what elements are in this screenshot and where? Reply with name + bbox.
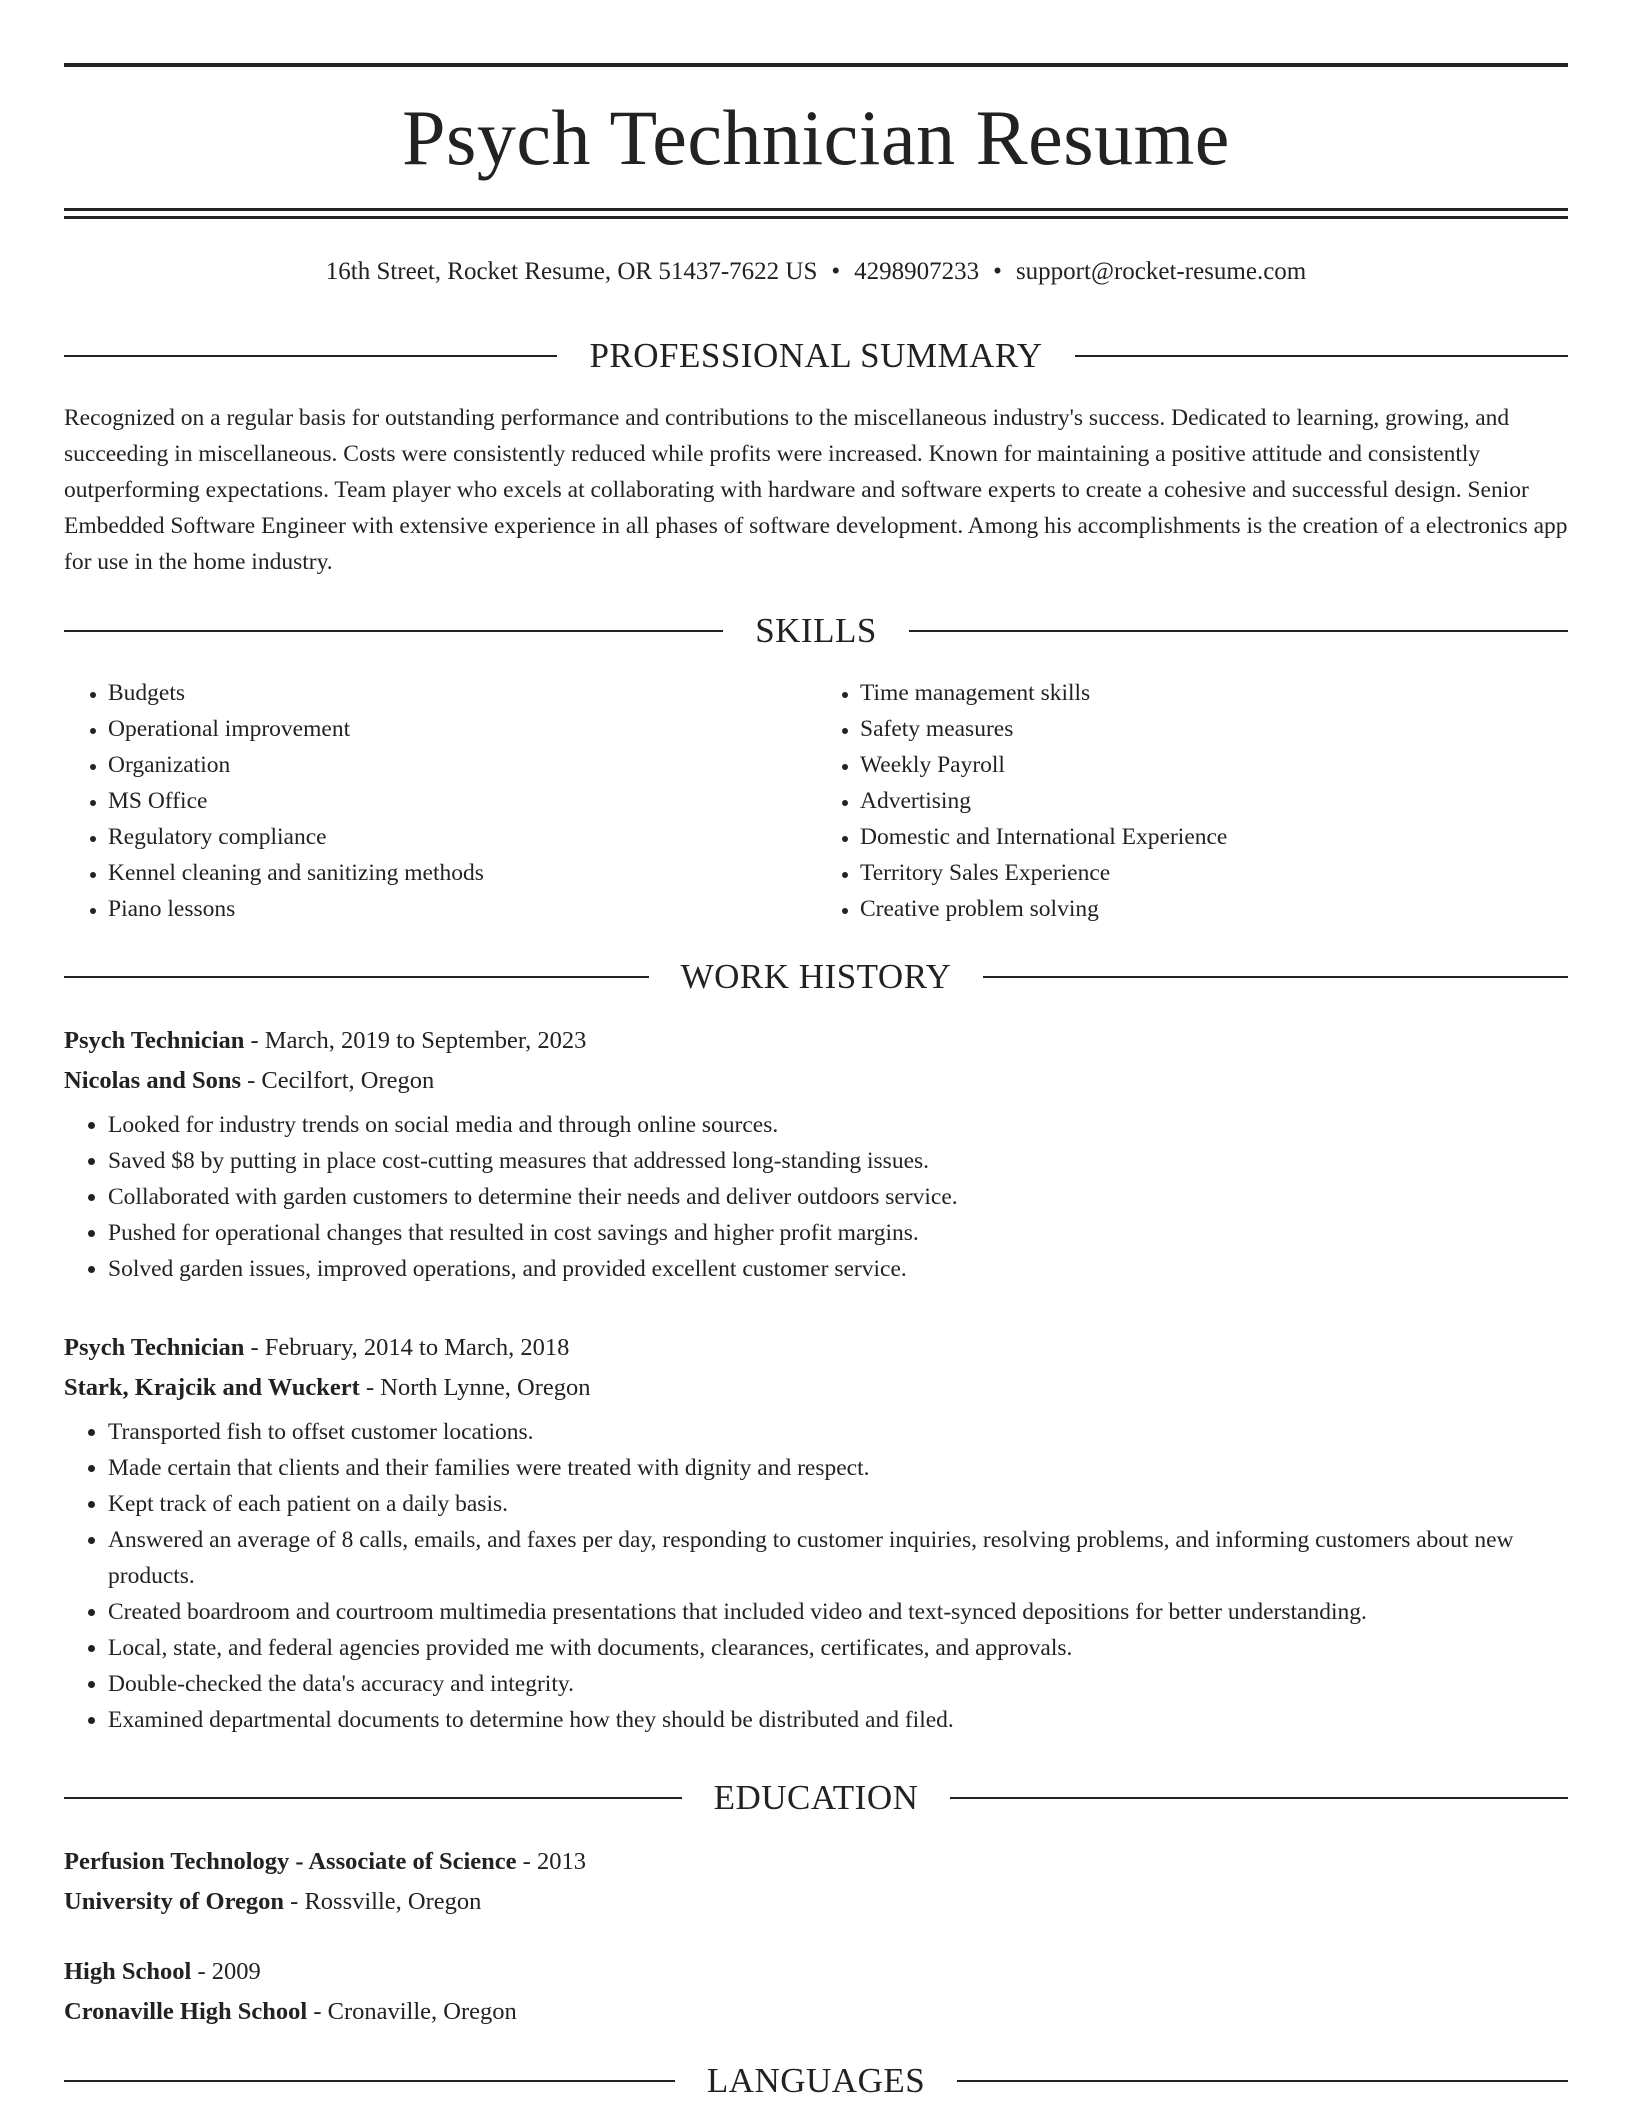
job-bullet: • Created boardroom and courtroom multimedia presentations that included video and text-synced depositions for better understanding. (108, 1594, 1568, 1630)
job-company-line (64, 1061, 1568, 1101)
education-entry (64, 1952, 1568, 2032)
section-rule (950, 1797, 1568, 1799)
skill-item: • Territory Sales Experience (860, 855, 1568, 891)
job-dates: - February, 2014 to March, 2018 (244, 1334, 570, 1361)
skills-columns (64, 675, 1568, 927)
title-rule-upper (64, 208, 1568, 211)
job-title: Psych Technician (64, 1027, 245, 1054)
job-dates: - March, 2019 to September, 2023 (244, 1027, 587, 1054)
education-school-line (64, 1992, 1568, 2032)
job-bullet: • Transported fish to offset customer locations. (108, 1414, 1568, 1450)
education-degree-line (64, 1952, 1568, 1992)
top-rule (64, 63, 1568, 67)
skill-item: • Kennel cleaning and sanitizing methods (108, 855, 816, 891)
job-bullet: • Made certain that clients and their families were treated with dignity and respect. (108, 1450, 1568, 1486)
skill-item: • Operational improvement (108, 711, 816, 747)
section-rule (983, 976, 1568, 978)
job-title-line (64, 1328, 1568, 1368)
job-bullet: • Local, state, and federal agencies provided me with documents, clearances, certificates, and approvals. (108, 1630, 1568, 1666)
education-entry (64, 1842, 1568, 1922)
section-header-languages (64, 2059, 1568, 2103)
skills-list-left (64, 675, 816, 927)
job-company-line (64, 1368, 1568, 1408)
section-header-work (64, 955, 1568, 999)
skill-item: • Creative problem solving (860, 891, 1568, 927)
job-bullets (64, 1107, 1568, 1287)
skill-item: • Advertising (860, 783, 1568, 819)
job-entry (64, 1328, 1568, 1738)
skill-item: • Safety measures (860, 711, 1568, 747)
skill-item: • Domestic and International Experience (860, 819, 1568, 855)
section-rule (64, 1797, 682, 1799)
job-bullet: • Kept track of each patient on a daily basis. (108, 1486, 1568, 1522)
section-header-summary (64, 334, 1568, 378)
education-degree: Perfusion Technology - Associate of Science (64, 1848, 517, 1875)
section-title: WORK HISTORY (680, 957, 952, 996)
section-title: EDUCATION (713, 1778, 919, 1817)
section-title: LANGUAGES (706, 2061, 926, 2100)
summary-paragraph: Recognized on a regular basis for outstanding performance and contributions to the miscellaneous industry's success. Dedicated to learning, growing, and succeeding in miscellaneous. Costs were consistently reduced while profits were increased. Known for maintaining a positive attitude and consistently outperforming expectations. Team player who excels at collaborating with hardware and software experts to create a cohesive and successful design. Senior Embedded Software Engineer with extensive experience in all phases of software development. Among his accomplishments is the creation of a electronics app for use in the home industry. (64, 405, 1568, 575)
section-rule (64, 976, 649, 978)
job-title-line (64, 1021, 1568, 1061)
section-title: SKILLS (755, 611, 877, 650)
education-degree: High School (64, 1958, 192, 1985)
section-header-skills (64, 609, 1568, 653)
section-rule (957, 2080, 1568, 2082)
job-bullets (64, 1414, 1568, 1738)
contact-email: support@rocket-resume.com (1015, 258, 1307, 285)
education-location: - Rossville, Oregon (284, 1888, 482, 1915)
job-bullet: • Double-checked the data's accuracy and integrity. (108, 1666, 1568, 1702)
skill-item: • Weekly Payroll (860, 747, 1568, 783)
contact-separator: • (993, 258, 1002, 285)
contact-separator: • (831, 258, 841, 285)
section-rule (64, 355, 557, 357)
education-year: - 2009 (191, 1958, 261, 1985)
job-bullet: • Collaborated with garden customers to determine their needs and deliver outdoors service. (108, 1179, 1568, 1215)
contact-phone: 4298907233 (854, 258, 980, 285)
job-bullet: • Solved garden issues, improved operations, and provided excellent customer service. (108, 1251, 1568, 1287)
education-school: Cronaville High School (64, 1998, 308, 2025)
section-header-education (64, 1776, 1568, 1820)
skill-item: • MS Office (108, 783, 816, 819)
education-school: University of Oregon (64, 1888, 285, 1915)
education-degree-line (64, 1842, 1568, 1882)
job-company: Nicolas and Sons (64, 1067, 242, 1094)
skill-item: • Regulatory compliance (108, 819, 816, 855)
job-bullet: • Pushed for operational changes that resulted in cost savings and higher profit margins. (108, 1215, 1568, 1251)
job-bullet: • Looked for industry trends on social media and through online sources. (108, 1107, 1568, 1143)
skill-item: • Piano lessons (108, 891, 816, 927)
contact-line (64, 252, 1568, 292)
section-rule (64, 2080, 675, 2082)
section-rule (1075, 355, 1568, 357)
job-location: - Cecilfort, Oregon (241, 1067, 435, 1094)
section-rule (909, 630, 1568, 632)
education-year: - 2013 (516, 1848, 586, 1875)
job-bullet: • Saved $8 by putting in place cost-cutting measures that addressed long-standing issues. (108, 1143, 1568, 1179)
title-rule-lower (64, 216, 1568, 219)
contact-address: 16th Street, Rocket Resume, OR 51437-7622 US (325, 258, 818, 285)
education-location: - Cronaville, Oregon (307, 1998, 517, 2025)
job-company: Stark, Krajcik and Wuckert (64, 1374, 360, 1401)
skill-item: • Budgets (108, 675, 816, 711)
skill-item: • Time management skills (860, 675, 1568, 711)
job-title: Psych Technician (64, 1334, 245, 1361)
job-entry (64, 1021, 1568, 1287)
resume-title: Psych Technician Resume (402, 94, 1230, 181)
job-location: - North Lynne, Oregon (359, 1374, 591, 1401)
skills-list-right (816, 675, 1568, 927)
section-title: PROFESSIONAL SUMMARY (589, 336, 1043, 375)
job-bullet: • Answered an average of 8 calls, emails, and faxes per day, responding to customer inquiries, resolving problems, and informing customers about new products. (108, 1522, 1568, 1594)
skill-item: • Organization (108, 747, 816, 783)
section-rule (64, 630, 723, 632)
education-school-line (64, 1882, 1568, 1922)
job-bullet: • Examined departmental documents to determine how they should be distributed and filed. (108, 1702, 1568, 1738)
